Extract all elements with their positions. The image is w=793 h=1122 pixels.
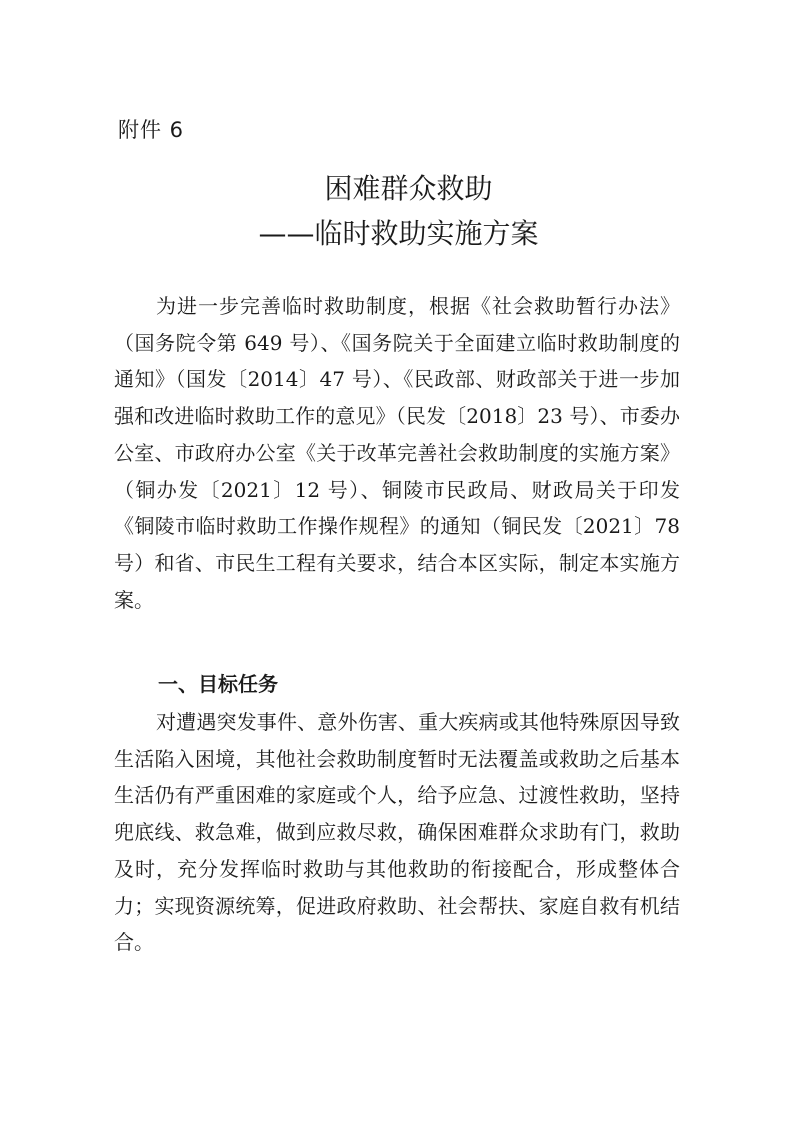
section-heading: 一、目标任务: [158, 672, 278, 696]
title-subtitle: ——临时救助实施方案: [258, 217, 539, 250]
attachment-label: 附件 6: [118, 118, 185, 142]
goal-paragraph: 对遭遇突发事件、意外伤害、重大疾病或其他特殊原因导致生活陷入困境，其他社会救助制度暂时无法覆盖或救助之后基本生活仍有严重困难的家庭或个人，给予应急、过渡性救助，坚持兜底线、救急难，做到应救尽救，确保困难群众求助有门，救助及时，充分发挥临时救助与其他救助的衔接配合，形成整体合力；实现资源统筹，促进政府救助、社会帮扶、家庭自救有机结合。: [114, 710, 680, 955]
intro-paragraph: 为进一步完善临时救助制度，根据《社会救助暂行办法》（国务院令第 649 号）、《国务院关于全面建立临时救助制度的通知》（国发〔2014〕47 号）、《民政部、财政部关于进一步加强和改进临时救助工作的意见》（民发〔2018〕23 号）、市委办公室、市政府办公室《关于改革完善社会救助制度的实施方案》（铜办发〔2021〕12 号）、铜陵市民政局、财政局关于印发《铜陵市临时救助工作操作规程》的通知（铜民发〔2021〕78 号）和省、市民生工程有关要求，结合本区实际，制定本实施方案。: [114, 294, 680, 612]
title-main: 困难群众救助: [324, 172, 493, 205]
document-title: [0, 166, 793, 256]
